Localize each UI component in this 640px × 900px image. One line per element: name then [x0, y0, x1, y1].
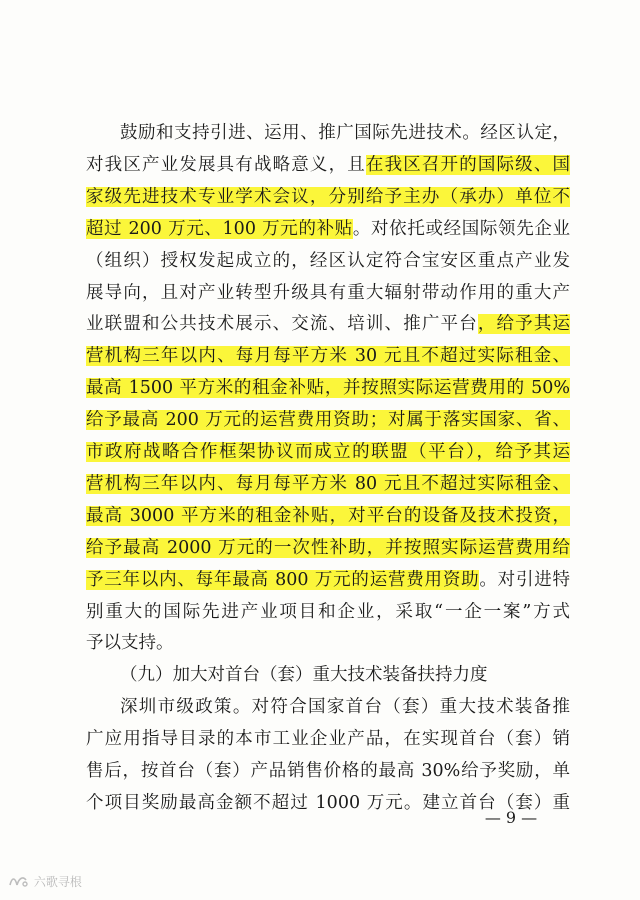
- text-line: [86, 278, 570, 308]
- highlighted-text: 予三年以内、每年最高 800 万元的运营费用资助: [86, 569, 480, 590]
- text-line: [86, 214, 570, 244]
- text-line: [86, 182, 570, 212]
- text-line: [86, 501, 570, 531]
- highlighted-text: ，给予其运: [477, 314, 570, 335]
- highlighted-text: 超过 200 万元、100 万元的补贴: [86, 218, 353, 239]
- text-line: [86, 341, 570, 371]
- text-segment: （九）加大对首台（套）重大技术装备扶持力度: [120, 665, 488, 686]
- text-segment: 业联盟和公共技术展示、交流、培训、推广平台: [86, 314, 478, 335]
- text-segment: 鼓励和支持引进、运用、推广国际先进技术。经区认定，: [120, 123, 570, 143]
- text-segment: 深圳市级政策。对符合国家首台（套）重大技术装备推: [120, 697, 570, 718]
- text-line: [86, 533, 570, 563]
- text-segment: 予以支持。: [86, 633, 174, 654]
- highlighted-text: 家级先进技术专业学术会议，分别给予主办（承办）单位不: [86, 186, 570, 207]
- highlighted-text: 给予最高 2000 万元的一次性补助，并按照实际运营费用给: [86, 537, 570, 558]
- section-heading: [120, 660, 570, 690]
- watermark: [8, 872, 82, 892]
- text-line: [86, 405, 570, 435]
- highlighted-text: 营机构三年以内、每月每平方米 30 元且不超过实际租金、: [86, 346, 570, 367]
- highlighted-text: 在我区召开的国际级、国: [365, 154, 570, 175]
- text-line: [86, 628, 570, 658]
- text-segment: 售后，按首台（套）产品销售价格的最高 30%给予奖励，单: [86, 761, 570, 781]
- text-line: [120, 118, 570, 148]
- text-segment: （组织）授权发起成立的，经区认定符合宝安区重点产业发: [86, 250, 570, 271]
- text-segment: 别重大的国际先进产业项目和企业，采取“一企一案”方式: [86, 601, 570, 622]
- text-line: [86, 150, 570, 180]
- text-segment: 。对依托或经国际领先企业: [352, 218, 570, 239]
- watermark-logo-icon: [8, 874, 28, 888]
- text-segment: 广应用指导目录的本市工业企业产品，在实现首台（套）销: [86, 729, 570, 750]
- text-line: [86, 724, 570, 754]
- highlighted-text: 给予最高 200 万元的运营费用资助；对属于落实国家、省、: [86, 410, 570, 431]
- watermark-text: 六歌寻根: [33, 875, 82, 889]
- text-segment: 展导向，且对产业转型升级具有重大辐射带动作用的重大产: [86, 282, 570, 303]
- text-line: [86, 597, 570, 627]
- text-segment: 对我区产业发展具有战略意义，且: [86, 154, 366, 175]
- text-segment: 个项目奖励最高金额不超过 1000 万元。建立首台（套）重: [86, 792, 570, 813]
- text-line: [86, 565, 570, 595]
- highlighted-text: 市政府战略合作框架协议而成立的联盟（平台），给予其运: [86, 442, 570, 462]
- text-line: [86, 309, 570, 339]
- highlighted-text: 最高 1500 平方米的租金补贴，并按照实际运营费用的 50%: [86, 378, 570, 399]
- text-line: [86, 373, 570, 403]
- text-line: [120, 692, 570, 722]
- text-line: [86, 246, 570, 276]
- highlighted-text: 营机构三年以内、每月每平方米 80 元且不超过实际租金、: [86, 473, 570, 494]
- text-segment: 。对引进特: [479, 569, 570, 590]
- highlighted-text: 最高 3000 平方米的租金补贴，对平台的设备及技术投资，: [86, 505, 570, 526]
- text-line: [86, 756, 570, 786]
- text-line: [86, 469, 570, 499]
- page-number: — 9 —: [484, 808, 538, 827]
- text-line: [86, 437, 570, 467]
